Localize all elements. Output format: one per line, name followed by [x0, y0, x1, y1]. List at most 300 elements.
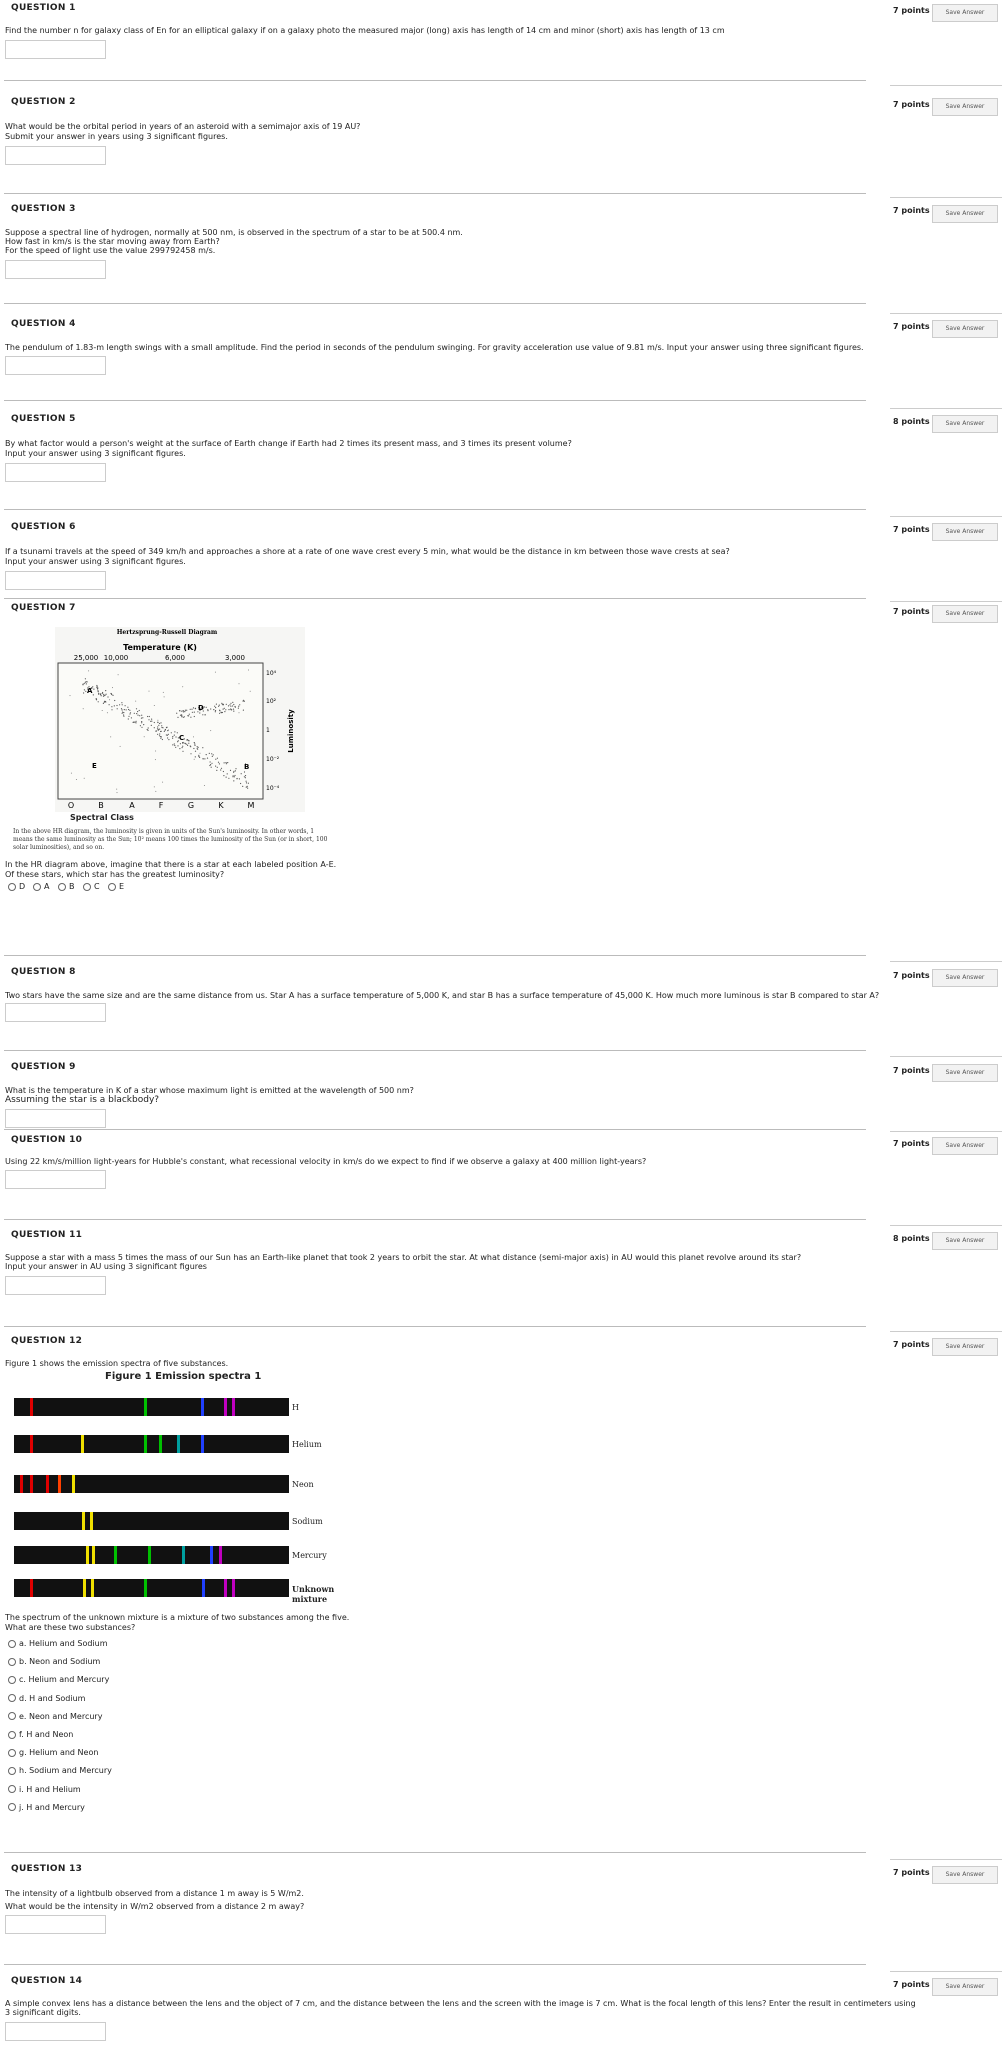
star-dot — [168, 734, 169, 735]
question-text: If a tsunami travels at the speed of 349 km/h and approaches a shore at a rate of one wave crest every 5 min, what would be the distance in km between those wave crests at sea? — [5, 547, 730, 556]
star-dot — [205, 714, 206, 715]
spectrum-bar — [14, 1512, 289, 1530]
star-dot — [239, 683, 240, 684]
save-answer-button[interactable]: Save Answer — [932, 523, 998, 541]
spectral-line — [144, 1435, 147, 1453]
radio-option[interactable]: f. H and Neon — [8, 1730, 73, 1739]
star-dot — [230, 770, 231, 771]
star-dot — [151, 725, 152, 726]
radio-button[interactable] — [8, 1712, 16, 1720]
star-dot — [223, 709, 224, 710]
question-text: A simple convex lens has a distance between the lens and the object of 7 cm, and the distance between the lens and the screen with the image is 7 cm. What is the focal length of this lens? Enter the result in centimeters using — [5, 1999, 916, 2008]
star-dot — [226, 777, 227, 778]
star-dot — [190, 717, 191, 718]
star-dot — [84, 683, 85, 684]
star-dot — [220, 712, 221, 713]
answer-input[interactable] — [5, 40, 106, 59]
save-answer-button[interactable]: Save Answer — [932, 415, 998, 433]
hr-point-label: A — [87, 687, 93, 695]
spectrum-bar — [14, 1475, 289, 1493]
save-answer-button[interactable]: Save Answer — [932, 98, 998, 116]
answer-input[interactable] — [5, 1170, 106, 1189]
spectral-line — [81, 1435, 84, 1453]
star-dot — [128, 718, 129, 719]
star-dot — [225, 762, 226, 763]
star-dot — [224, 708, 225, 709]
star-dot — [210, 761, 211, 762]
radio-button[interactable] — [8, 883, 16, 891]
star-dot — [214, 706, 215, 707]
star-dot — [217, 767, 218, 768]
hr-diagram — [55, 627, 305, 812]
spectrum-label: Mercury — [292, 1551, 327, 1560]
star-dot — [121, 708, 122, 709]
spectral-line — [30, 1435, 33, 1453]
temperature-label: Temperature (K) — [123, 643, 197, 652]
star-dot — [168, 739, 169, 740]
star-dot — [194, 745, 195, 746]
star-dot — [226, 704, 227, 705]
divider — [890, 516, 1002, 517]
save-answer-button[interactable]: Save Answer — [932, 1232, 998, 1250]
answer-input[interactable] — [5, 1276, 106, 1295]
star-dot — [154, 786, 155, 787]
star-dot — [141, 715, 142, 716]
star-dot — [177, 732, 178, 733]
answer-input[interactable] — [5, 146, 106, 165]
hr-point-label: D — [198, 704, 204, 712]
divider — [890, 1971, 1002, 1972]
points-label: 7 points — [893, 607, 930, 616]
question-text: By what factor would a person's weight at the surface of Earth change if Earth had 2 times its present mass, and 3 times its present volume? — [5, 439, 572, 448]
question-title: QUESTION 7 — [11, 603, 76, 613]
lum-tick: 10² — [266, 698, 277, 705]
question-text: What would be the orbital period in years of an asteroid with a semimajor axis of 19 AU? — [5, 122, 361, 131]
star-dot — [240, 783, 241, 784]
star-dot — [194, 743, 195, 744]
star-dot — [134, 722, 135, 723]
divider — [4, 1852, 866, 1853]
star-dot — [232, 702, 233, 703]
star-dot — [239, 778, 240, 779]
spectral-line — [72, 1475, 75, 1493]
class-tick: G — [187, 801, 195, 810]
radio-button[interactable] — [8, 1785, 16, 1793]
star-dot — [207, 758, 208, 759]
radio-button[interactable] — [8, 1640, 16, 1648]
star-dot — [151, 719, 152, 720]
star-dot — [239, 712, 240, 713]
class-tick: K — [218, 801, 224, 810]
points-label: 7 points — [893, 1980, 930, 1989]
star-dot — [122, 709, 123, 710]
star-dot — [182, 751, 183, 752]
star-dot — [191, 709, 192, 710]
star-dot — [204, 706, 205, 707]
spectral-line — [114, 1546, 117, 1564]
radio-button[interactable] — [8, 1658, 16, 1666]
star-dot — [222, 712, 223, 713]
star-dot — [235, 770, 236, 771]
star-dot — [141, 718, 142, 719]
points-label: 7 points — [893, 525, 930, 534]
star-dot — [154, 727, 155, 728]
star-dot — [98, 691, 99, 692]
star-dot — [221, 703, 222, 704]
star-dot — [243, 701, 244, 702]
class-tick: B — [98, 801, 104, 810]
answer-input[interactable] — [5, 1003, 106, 1022]
star-dot — [229, 704, 230, 705]
star-dot — [193, 748, 194, 749]
question-text: Input your answer using 3 significant figures. — [5, 449, 186, 458]
star-dot — [209, 753, 210, 754]
star-dot — [141, 721, 142, 722]
star-dot — [96, 698, 97, 699]
spectrum-label: Sodium — [292, 1517, 323, 1526]
hr-point-label: E — [92, 762, 97, 770]
star-dot — [159, 735, 160, 736]
question-text: The intensity of a lightbulb observed from a distance 1 m away is 5 W/m2. — [5, 1889, 304, 1898]
spectrum-bar — [14, 1435, 289, 1453]
lum-tick: 10⁻⁴ — [266, 785, 280, 792]
spectrum-bar — [14, 1546, 289, 1564]
star-dot — [186, 744, 187, 745]
star-dot — [198, 755, 199, 756]
spectrum-label: Neon — [292, 1480, 314, 1489]
save-answer-button[interactable]: Save Answer — [932, 1866, 998, 1884]
star-dot — [123, 714, 124, 715]
question-title: QUESTION 1 — [11, 3, 76, 13]
star-dot — [141, 727, 142, 728]
radio-button[interactable] — [8, 1749, 16, 1757]
save-answer-button[interactable]: Save Answer — [932, 1978, 998, 1996]
points-label: 7 points — [893, 1066, 930, 1075]
hr-point-label: B — [244, 763, 250, 771]
star-dot — [139, 715, 140, 716]
star-dot — [88, 670, 89, 671]
radio-button[interactable] — [8, 1767, 16, 1775]
star-dot — [147, 716, 148, 717]
divider — [890, 1225, 1002, 1226]
radio-option-b[interactable]: B — [58, 882, 75, 891]
divider — [890, 313, 1002, 314]
star-dot — [157, 726, 158, 727]
star-dot — [136, 713, 137, 714]
star-dot — [157, 734, 158, 735]
radio-button[interactable] — [8, 1694, 16, 1702]
star-dot — [103, 694, 104, 695]
star-dot — [211, 767, 212, 768]
star-dot — [84, 778, 85, 779]
star-dot — [149, 716, 150, 717]
star-dot — [245, 777, 246, 778]
star-dot — [219, 710, 220, 711]
save-answer-button[interactable]: Save Answer — [932, 1064, 998, 1082]
spectral-line — [144, 1398, 147, 1416]
question-title: QUESTION 14 — [11, 1976, 83, 1986]
star-dot — [161, 731, 162, 732]
star-dot — [248, 783, 249, 784]
star-dot — [227, 762, 228, 763]
question-title: QUESTION 13 — [11, 1864, 83, 1874]
star-dot — [167, 735, 168, 736]
star-dot — [233, 775, 234, 776]
star-dot — [250, 691, 251, 692]
answer-input[interactable] — [5, 571, 106, 590]
star-dot — [233, 771, 234, 772]
star-dot — [230, 703, 231, 704]
star-dot — [127, 707, 128, 708]
star-dot — [179, 710, 180, 711]
radio-option[interactable]: e. Neon and Mercury — [8, 1712, 102, 1721]
lum-tick: 10⁴ — [266, 670, 277, 677]
star-dot — [97, 688, 98, 689]
star-dot — [86, 683, 87, 684]
radio-option-d[interactable]: D — [8, 882, 25, 891]
radio-button[interactable] — [8, 1731, 16, 1739]
star-dot — [101, 695, 102, 696]
star-dot — [182, 747, 183, 748]
star-dot — [83, 692, 84, 693]
star-dot — [174, 731, 175, 732]
points-label: 7 points — [893, 206, 930, 215]
star-dot — [177, 717, 178, 718]
radio-option[interactable]: g. Helium and Neon — [8, 1748, 98, 1757]
star-dot — [204, 785, 205, 786]
question-title: QUESTION 5 — [11, 414, 76, 424]
star-dot — [114, 700, 115, 701]
star-dot — [175, 747, 176, 748]
star-dot — [144, 736, 145, 737]
star-dot — [246, 781, 247, 782]
class-tick: O — [67, 801, 75, 810]
star-dot — [97, 686, 98, 687]
radio-option[interactable]: i. H and Helium — [8, 1785, 81, 1794]
spectral-line — [30, 1398, 33, 1416]
radio-button[interactable] — [83, 883, 91, 891]
star-dot — [172, 744, 173, 745]
star-dot — [129, 710, 130, 711]
star-dot — [224, 762, 225, 763]
question-title: QUESTION 8 — [11, 967, 76, 977]
star-dot — [194, 712, 195, 713]
star-dot — [82, 684, 83, 685]
star-dot — [93, 689, 94, 690]
spectral-line — [219, 1546, 222, 1564]
star-dot — [131, 717, 132, 718]
star-dot — [111, 693, 112, 694]
star-dot — [204, 758, 205, 759]
star-dot — [206, 707, 207, 708]
divider — [890, 961, 1002, 962]
spectral-line — [232, 1579, 235, 1597]
star-dot — [200, 753, 201, 754]
star-dot — [193, 736, 194, 737]
star-dot — [85, 678, 86, 679]
star-dot — [234, 776, 235, 777]
star-dot — [139, 710, 140, 711]
star-dot — [184, 743, 185, 744]
save-answer-button[interactable]: Save Answer — [932, 320, 998, 338]
star-dot — [117, 792, 118, 793]
star-dot — [155, 751, 156, 752]
answer-input[interactable] — [5, 1109, 106, 1128]
save-answer-button[interactable]: Save Answer — [932, 1137, 998, 1155]
radio-option-c[interactable]: C — [83, 882, 100, 891]
star-dot — [175, 736, 176, 737]
star-dot — [161, 725, 162, 726]
star-dot — [147, 730, 148, 731]
radio-button[interactable] — [108, 883, 116, 891]
points-label: 7 points — [893, 6, 930, 15]
star-dot — [219, 705, 220, 706]
spectrum-bar — [14, 1579, 289, 1597]
spectral-line — [224, 1398, 227, 1416]
star-dot — [134, 713, 135, 714]
question-text: Using 22 km/s/million light-years for Hubble's constant, what recessional velocity in km/s do we expect to find if we observe a galaxy at 400 million light-years? — [5, 1157, 647, 1166]
star-dot — [182, 743, 183, 744]
star-dot — [157, 722, 158, 723]
answer-input[interactable] — [5, 1915, 106, 1934]
star-dot — [160, 738, 161, 739]
star-dot — [167, 737, 168, 738]
divider — [890, 85, 1002, 86]
star-dot — [102, 693, 103, 694]
question-title: QUESTION 11 — [11, 1230, 83, 1240]
star-dot — [174, 735, 175, 736]
radio-option[interactable]: h. Sodium and Mercury — [8, 1766, 112, 1775]
divider — [4, 303, 866, 304]
star-dot — [202, 758, 203, 759]
spectral-line — [30, 1475, 33, 1493]
hr-point-label: C — [179, 734, 185, 742]
star-dot — [212, 756, 213, 757]
star-dot — [116, 789, 117, 790]
radio-button[interactable] — [58, 883, 66, 891]
star-dot — [159, 733, 160, 734]
star-dot — [133, 722, 134, 723]
star-dot — [228, 705, 229, 706]
star-dot — [96, 687, 97, 688]
star-dot — [202, 714, 203, 715]
star-dot — [194, 716, 195, 717]
spectral-line — [202, 1579, 205, 1597]
star-dot — [193, 707, 194, 708]
star-dot — [226, 763, 227, 764]
star-dot — [177, 745, 178, 746]
spectral-line — [177, 1435, 180, 1453]
star-dot — [122, 712, 123, 713]
star-dot — [109, 699, 110, 700]
star-dot — [228, 778, 229, 779]
star-dot — [154, 705, 155, 706]
luminosity-label: Luminosity — [287, 709, 295, 753]
radio-button[interactable] — [8, 1803, 16, 1811]
star-dot — [165, 730, 166, 731]
star-dot — [117, 708, 118, 709]
question-text: The spectrum of the unknown mixture is a mixture of two substances among the five. — [5, 1613, 350, 1622]
star-dot — [244, 701, 245, 702]
star-dot — [233, 780, 234, 781]
question-text: What is the temperature in K of a star whose maximum light is emitted at the wavelength of 500 nm? — [5, 1086, 414, 1095]
radio-option[interactable]: a. Helium and Sodium — [8, 1639, 108, 1648]
lum-tick: 10⁻² — [266, 756, 280, 763]
star-dot — [235, 768, 236, 769]
star-dot — [102, 710, 103, 711]
question-title: QUESTION 2 — [11, 97, 76, 107]
star-dot — [224, 711, 225, 712]
star-dot — [184, 716, 185, 717]
radio-option[interactable]: d. H and Sodium — [8, 1694, 85, 1703]
hr-caption: In the above HR diagram, the luminosity is given in units of the Sun's luminosity. In other words, 1 — [13, 828, 315, 835]
star-dot — [103, 703, 104, 704]
points-label: 7 points — [893, 1340, 930, 1349]
star-dot — [168, 730, 169, 731]
star-dot — [194, 759, 195, 760]
star-dot — [137, 715, 138, 716]
answer-input[interactable] — [5, 260, 106, 279]
star-dot — [182, 686, 183, 687]
save-answer-button[interactable]: Save Answer — [932, 4, 998, 22]
star-dot — [150, 721, 151, 722]
star-dot — [105, 695, 106, 696]
save-answer-button[interactable]: Save Answer — [932, 969, 998, 987]
star-dot — [197, 749, 198, 750]
radio-button[interactable] — [8, 1676, 16, 1684]
star-dot — [107, 712, 108, 713]
radio-option-e[interactable]: E — [108, 882, 124, 891]
radio-option[interactable]: c. Helium and Mercury — [8, 1675, 109, 1684]
answer-input[interactable] — [5, 356, 106, 375]
spectral-line — [58, 1475, 61, 1493]
radio-button[interactable] — [33, 883, 41, 891]
star-dot — [154, 722, 155, 723]
star-dot — [130, 712, 131, 713]
star-dot — [216, 704, 217, 705]
star-dot — [246, 782, 247, 783]
points-label: 7 points — [893, 1139, 930, 1148]
save-answer-button[interactable]: Save Answer — [932, 605, 998, 623]
radio-option[interactable]: j. H and Mercury — [8, 1803, 85, 1812]
spectral-line — [86, 1546, 89, 1564]
save-answer-button[interactable]: Save Answer — [932, 205, 998, 223]
save-answer-button[interactable]: Save Answer — [932, 1338, 998, 1356]
question-text: Input your answer in AU using 3 significant figures — [5, 1262, 207, 1271]
star-dot — [180, 715, 181, 716]
star-dot — [122, 713, 123, 714]
star-dot — [100, 694, 101, 695]
star-dot — [171, 732, 172, 733]
star-dot — [189, 714, 190, 715]
answer-input[interactable] — [5, 2022, 106, 2041]
points-label: 7 points — [893, 100, 930, 109]
star-dot — [228, 709, 229, 710]
answer-input[interactable] — [5, 463, 106, 482]
star-dot — [218, 706, 219, 707]
star-dot — [163, 692, 164, 693]
star-dot — [182, 746, 183, 747]
star-dot — [164, 696, 165, 697]
divider — [4, 1219, 866, 1220]
radio-option[interactable]: b. Neon and Sodium — [8, 1657, 100, 1666]
star-dot — [151, 721, 152, 722]
spectrum-label: Unknown mixture — [292, 1584, 335, 1604]
star-dot — [128, 716, 129, 717]
question-text: What would be the intensity in W/m2 observed from a distance 2 m away? — [5, 1902, 305, 1911]
class-tick: A — [129, 801, 135, 810]
radio-option-a[interactable]: A — [33, 882, 49, 891]
